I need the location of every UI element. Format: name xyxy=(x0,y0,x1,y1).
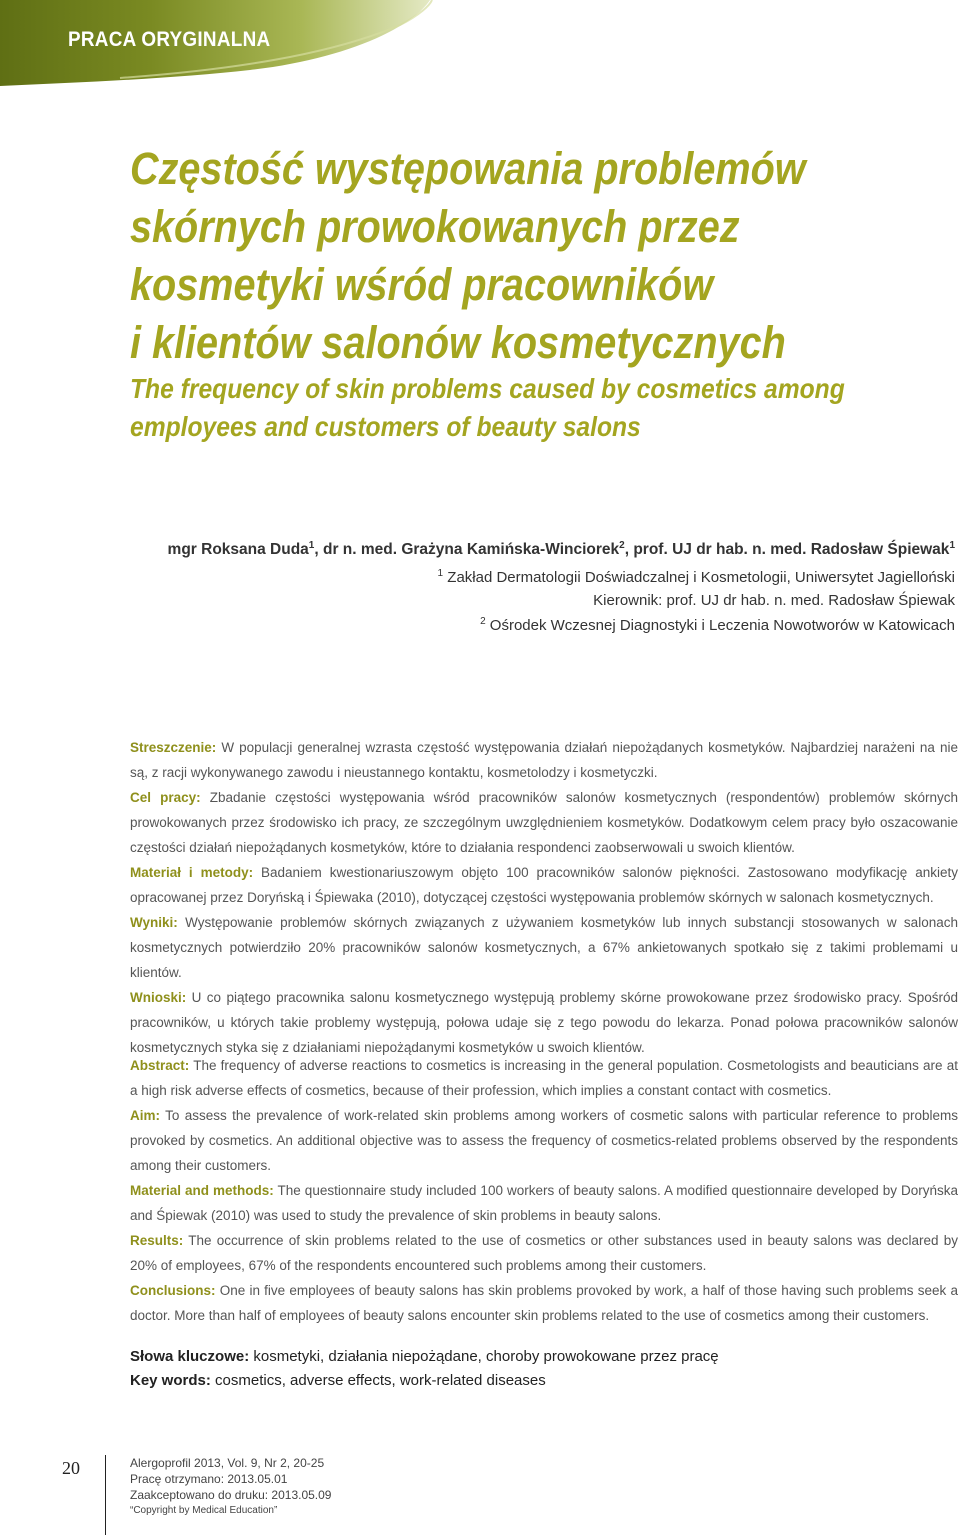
abstract-paragraph xyxy=(130,1053,958,1103)
abstract-paragraph xyxy=(130,785,958,860)
abstract-paragraph xyxy=(130,1228,958,1278)
abstract-paragraph xyxy=(130,1178,958,1228)
abstract-text: One in five employees of beauty salons has skin problems provoked by work, a half of those having such problems seek a doctor. More than half of employees of beauty salons encounter skin problems related to the use of cosmetics among their customers. xyxy=(130,1283,958,1323)
title-line: Częstość występowania problemów xyxy=(130,143,806,194)
abstract-text: Zbadanie częstości występowania wśród pracowników salonów kosmetycznych (respondentów) problemów skórnych prowokowanych przez środowisko ich pracy, ze szczególnym uwzględnieniem kosmetyków. Dodatkowym celem pracy było oszacowanie częstości działań niepożądanych kosmetyków, które to działania respondenci zaobserwowali u swoich klientów. xyxy=(130,790,958,855)
abstract-label: Wnioski: xyxy=(130,990,187,1005)
keywords-text: kosmetyki, działania niepożądane, choroby prowokowane przez pracę xyxy=(253,1348,719,1365)
affiliation-1 xyxy=(438,568,955,586)
title-line: kosmetyki wśród pracowników xyxy=(130,259,714,310)
abstract-label: Materiał i metody: xyxy=(130,865,254,880)
article-title xyxy=(130,140,834,372)
abstract-label: Abstract: xyxy=(130,1058,190,1073)
abstract-block xyxy=(130,1053,958,1328)
keywords-polish xyxy=(130,1348,719,1365)
author-name: , prof. UJ dr hab. n. med. Radosław Śpiewak xyxy=(624,541,950,559)
abstract-text: The frequency of adverse reactions to cosmetics is increasing in the general population. Cosmetologists and beauticians are at a high risk adverse effects of cosmetics, because of their profession, which implies a constant contact with cosmetics. xyxy=(130,1058,958,1098)
affiliation-mark: 1 xyxy=(949,540,955,551)
keywords-label: Key words: xyxy=(130,1372,211,1389)
abstract-text: The occurrence of skin problems related to the use of cosmetics or other substances used in beauty salons was declared by 20% of employees, 67% of the respondents encountered such problems among their customers. xyxy=(130,1233,958,1273)
abstract-label: Aim: xyxy=(130,1108,160,1123)
abstract-text: Występowanie problemów skórnych związanych z używaniem kosmetyków lub innych substancji stosowanych w salonach kosmetycznych potwierdziło 20% pracowników salonów kosmetycznych, a 67% ankietowanych spotkało się z takimi problemami u klientów. xyxy=(130,915,958,980)
keywords-label: Słowa kluczowe: xyxy=(130,1348,250,1365)
journal-citation: Alergoprofil 2013, Vol. 9, Nr 2, 20-25 xyxy=(130,1456,325,1470)
affiliation-mark: 2 xyxy=(480,616,486,627)
author-name: mgr Roksana Duda xyxy=(167,541,309,559)
footer-divider xyxy=(105,1455,106,1535)
abstract-paragraph xyxy=(130,735,958,785)
author-name: , dr n. med. Grażyna Kamińska-Winciorek xyxy=(314,541,620,559)
keywords-text: cosmetics, adverse effects, work-related diseases xyxy=(215,1372,546,1389)
abstract-text: The questionnaire study included 100 workers of beauty salons. A modified questionnaire developed by Doryńska and Śpiewak (2010) was used to study the prevalence of skin problems in beauty salons. xyxy=(130,1183,958,1223)
received-date: Pracę otrzymano: 2013.05.01 xyxy=(130,1472,288,1486)
affiliation-mark: 1 xyxy=(437,568,444,579)
author-list xyxy=(168,540,955,559)
footer-info xyxy=(130,1455,331,1519)
abstract-paragraph xyxy=(130,910,958,985)
affiliation-1-head xyxy=(593,592,955,609)
affiliation-2 xyxy=(480,616,955,634)
subtitle-line: The frequency of skin problems caused by cosmetics among xyxy=(130,373,845,404)
copyright-note: “Copyright by Medical Education” xyxy=(130,1505,278,1516)
keywords-english xyxy=(130,1372,546,1389)
affiliation-text: Zakład Dermatologii Doświadczalnej i Kosmetologii, Uniwersytet Jagielloński xyxy=(447,569,955,586)
abstract-paragraph xyxy=(130,1278,958,1328)
section-label: PRACA ORYGINALNA xyxy=(68,28,271,51)
affiliation-mark: 2 xyxy=(619,540,625,551)
accepted-date: Zaakceptowano do druku: 2013.05.09 xyxy=(130,1488,332,1502)
page-number: 20 xyxy=(62,1458,80,1478)
title-line: i klientów salonów kosmetycznych xyxy=(130,317,786,368)
abstract-text: Badaniem kwestionariuszowym objęto 100 pracowników salonów piękności. Zastosowano modyfikację ankiety opracowanej przez Doryńską i Śpiewaka (2010), dotyczącej częstości występowania problemów skórnych w salonach kosmetycznych. xyxy=(130,865,958,905)
affiliation-mark: 1 xyxy=(308,540,315,551)
abstract-label: Cel pracy: xyxy=(130,790,201,805)
abstract-text: To assess the prevalence of work-related skin problems among workers of cosmetic salons with particular reference to problems provoked by cosmetics. An additional objective was to assess the frequency of cosmetics-related problems observed by the respondents among their customers. xyxy=(130,1108,958,1173)
abstract-label: Conclusions: xyxy=(130,1283,216,1298)
subtitle-line: employees and customers of beauty salons xyxy=(130,411,641,442)
title-line: skórnych prowokowanych przez xyxy=(130,201,740,252)
affiliation-text: Kierownik: prof. UJ dr hab. n. med. Radosław Śpiewak xyxy=(593,592,955,609)
abstract-text: W populacji generalnej wzrasta częstość występowania działań niepożądanych kosmetyków. Najbardziej narażeni na nie są, z racji wykonywanego zawodu i nieustannego kontaktu, kosmetolodzy i kosmetyczki. xyxy=(130,740,958,780)
abstract-paragraph xyxy=(130,860,958,910)
abstract-text: U co piątego pracownika salonu kosmetycznego występują problemy skórne prowokowane przez środowisko pracy. Spośród pracowników, u których takie problemy występują, połowa udaje się z tego powodu do lekarza. Ponad połowa pracowników salonów kosmetycznych styka się z działaniami niepożądanymi kosmetyków u swoich klientów. xyxy=(130,990,958,1055)
affiliation-text: Ośrodek Wczesnej Diagnostyki i Leczenia Nowotworów w Katowicach xyxy=(489,617,955,634)
streszczenie-block xyxy=(130,735,958,1060)
abstract-label: Material and methods: xyxy=(130,1183,274,1198)
abstract-paragraph xyxy=(130,985,958,1060)
abstract-label: Streszczenie: xyxy=(130,740,217,755)
abstract-label: Results: xyxy=(130,1233,184,1248)
article-title-english xyxy=(130,370,845,446)
abstract-paragraph xyxy=(130,1103,958,1178)
abstract-label: Wyniki: xyxy=(130,915,178,930)
header-banner xyxy=(0,0,960,90)
